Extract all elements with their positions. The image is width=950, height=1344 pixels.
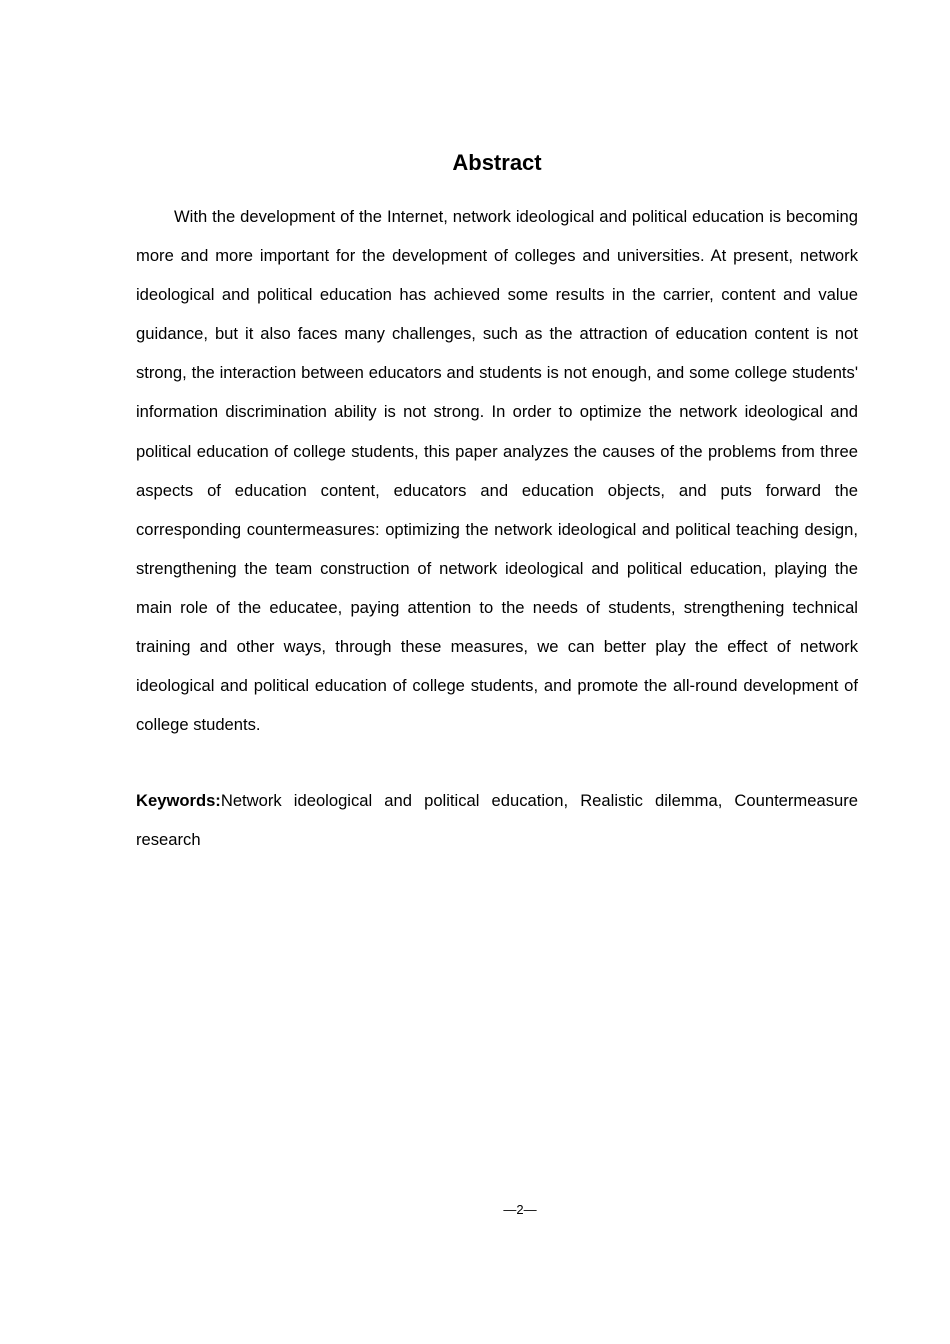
keywords-text: Network ideological and political education, Realistic dilemma, Countermeasure research — [136, 791, 858, 850]
page-number: —2— — [503, 1202, 537, 1217]
keywords-paragraph — [136, 781, 858, 859]
page-title: Abstract — [452, 150, 542, 175]
keywords-label: Keywords: — [136, 791, 221, 810]
abstract-body: With the development of the Internet, network ideological and political education is becoming more and more important for the development of colleges and universities. At present, network ideological and political education has achieved some results in the carrier, content and value guidance, but it also faces many challenges, such as the attraction of education content is not strong, the interaction between educators and students is not enough, and some college students' information discrimination ability is not strong. In order to optimize the network ideological and political education of college students, this paper analyzes the causes of the problems from three aspects of education content, educators and education objects, and puts forward the corresponding countermeasures: optimizing the network ideological and political teaching design, strengthening the team construction of network ideological and political education, playing the main role of the educatee, paying attention to the needs of students, strengthening technical training and other ways, through these measures, we can better play the effect of network ideological and political education of college students, and promote the all-round development of college students. — [136, 207, 858, 735]
